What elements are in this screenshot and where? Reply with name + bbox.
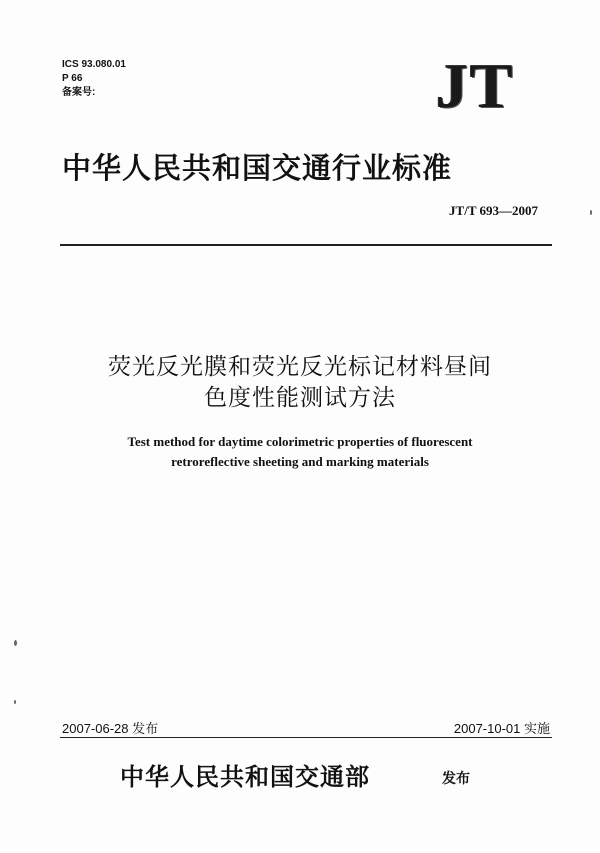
scan-speck [14, 700, 16, 704]
category-code: P 66 [62, 73, 83, 84]
standard-title: 中华人民共和国交通行业标准 [62, 151, 453, 185]
jt-logo: JT [436, 50, 515, 121]
scan-speck [590, 210, 592, 215]
classification-block [62, 58, 126, 100]
standard-number: JT/T 693—2007 [449, 203, 538, 218]
ics-code: ICS 93.080.01 [62, 59, 126, 70]
title-cn-line-1: 荧光反光膜和荧光反光标记材料昼间 [108, 354, 492, 380]
scan-speck [14, 640, 17, 646]
title-cn-line-2: 色度性能测试方法 [204, 385, 396, 411]
implement-date: 2007-10-01 实施 [453, 721, 550, 736]
title-en-line-2: retroreflective sheeting and marking materials [171, 454, 429, 469]
issuing-authority: 中华人民共和国交通部 [120, 763, 370, 791]
footer-divider [60, 737, 552, 738]
issue-label: 发布 [442, 771, 470, 787]
record-number-label: 备案号: [62, 87, 96, 98]
title-en-line-1: Test method for daytime colorimetric properties of fluorescent [127, 434, 473, 449]
document-title-en [60, 432, 540, 472]
publish-date: 2007-06-28 发布 [62, 721, 159, 736]
document-title-cn [60, 352, 540, 414]
header-divider [60, 244, 552, 246]
